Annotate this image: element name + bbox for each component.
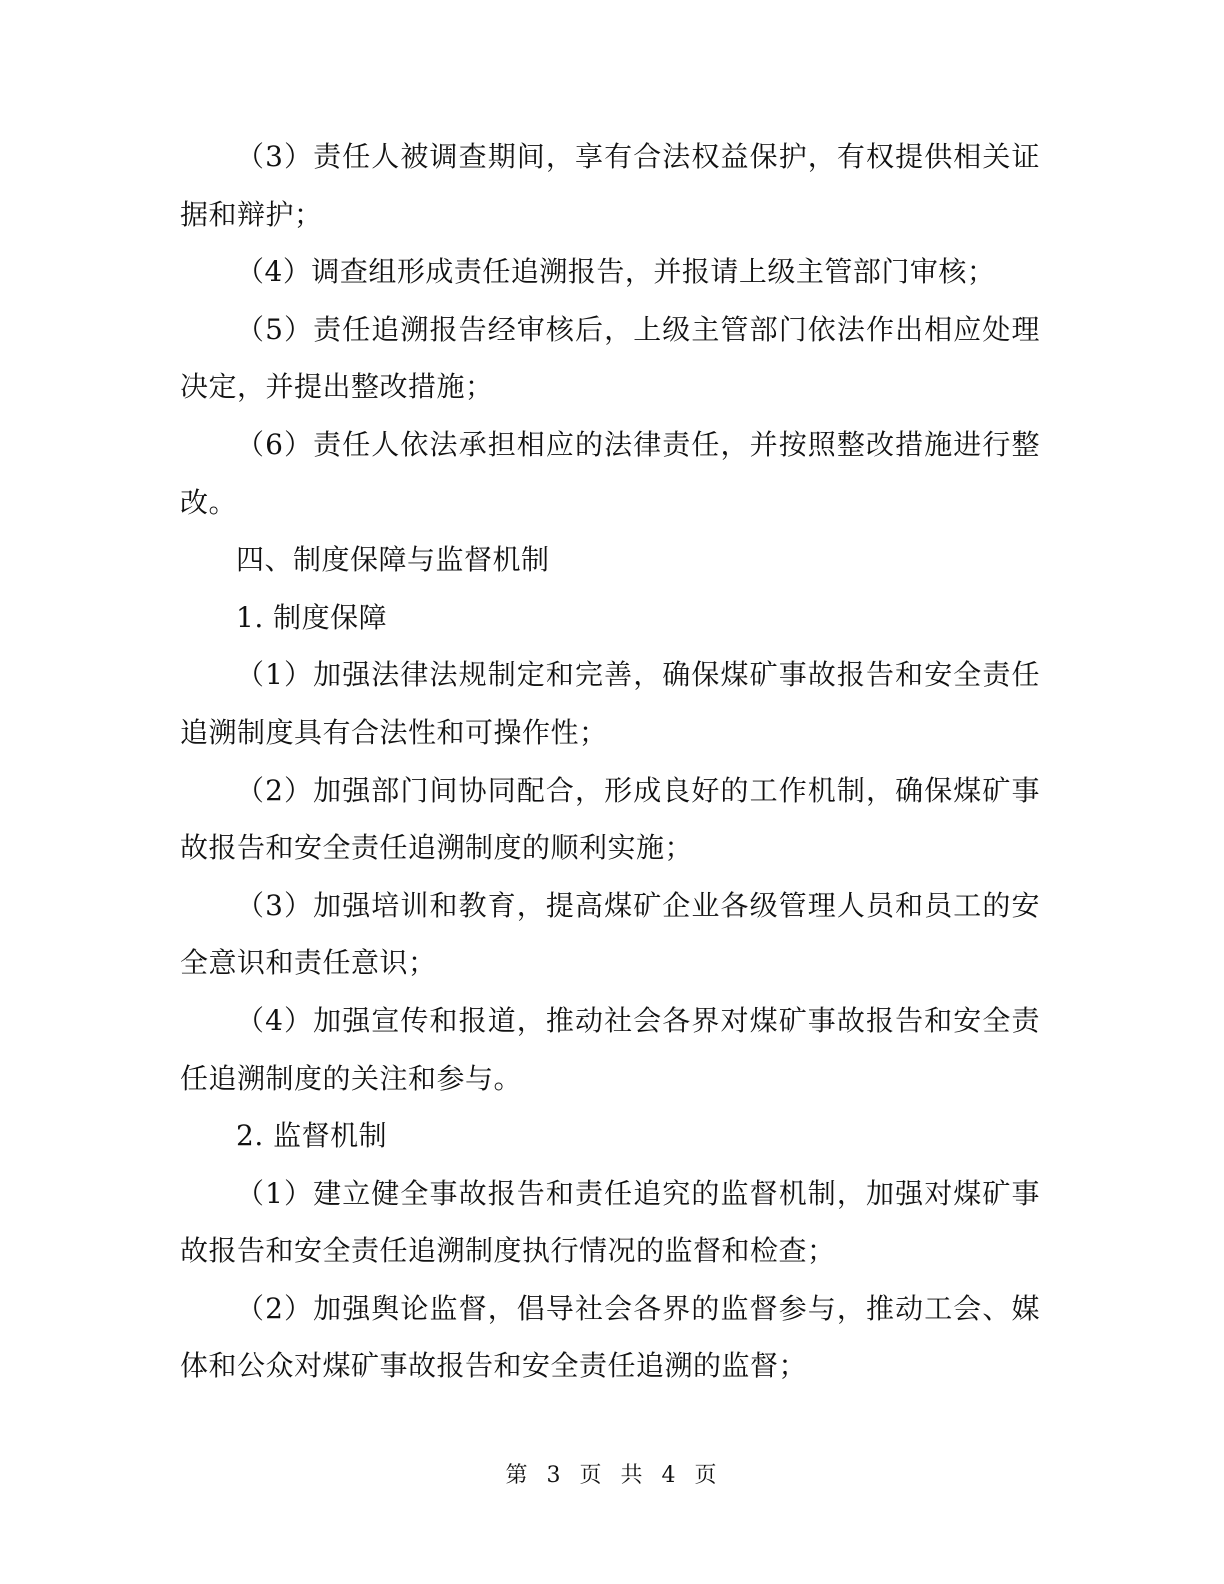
paragraph-item-3: （3）责任人被调查期间，享有合法权益保护，有权提供相关证据和辩护； xyxy=(180,140,1040,231)
footer-page-word: 页 xyxy=(579,1463,604,1488)
current-page-number: 3 xyxy=(546,1463,563,1488)
supervision-item-2: （2）加强舆论监督，倡导社会各界的监督参与，推动工会、媒体和公众对煤矿事故报告和安全责任追溯的监督； xyxy=(180,1291,1040,1383)
system-item-2: （2）加强部门间协同配合，形成良好的工作机制，确保煤矿事故报告和安全责任追溯制度的顺利实施； xyxy=(180,773,1040,865)
paragraph-item-5: （5）责任追溯报告经审核后，上级主管部门依法作出相应处理决定，并提出整改措施； xyxy=(180,312,1040,404)
page-footer xyxy=(0,1458,1224,1489)
subsection-heading-system: 1. 制度保障 xyxy=(236,600,388,634)
total-pages-number: 4 xyxy=(661,1463,678,1488)
supervision-item-1: （1）建立健全事故报告和责任追究的监督机制，加强对煤矿事故报告和安全责任追溯制度执行情况的监督和检查； xyxy=(180,1176,1040,1268)
subsection-heading-supervision: 2. 监督机制 xyxy=(236,1119,388,1153)
paragraph-item-6: （6）责任人依法承担相应的法律责任，并按照整改措施进行整改。 xyxy=(180,427,1040,519)
system-item-4: （4）加强宣传和报道，推动社会各界对煤矿事故报告和安全责任追溯制度的关注和参与。 xyxy=(180,1003,1040,1095)
paragraph-item-4: （4）调查组形成责任追溯报告，并报请上级主管部门审核； xyxy=(236,255,996,289)
footer-prefix: 第 xyxy=(505,1463,530,1488)
document-body xyxy=(180,128,1040,1395)
footer-suffix: 页 xyxy=(694,1463,719,1488)
system-item-3: （3）加强培训和教育，提高煤矿企业各级管理人员和员工的安全意识和责任意识； xyxy=(180,888,1040,980)
system-item-1: （1）加强法律法规制定和完善，确保煤矿事故报告和安全责任追溯制度具有合法性和可操作性； xyxy=(180,658,1040,749)
footer-total-word: 共 xyxy=(620,1463,645,1488)
section-heading: 四、制度保障与监督机制 xyxy=(236,543,550,577)
